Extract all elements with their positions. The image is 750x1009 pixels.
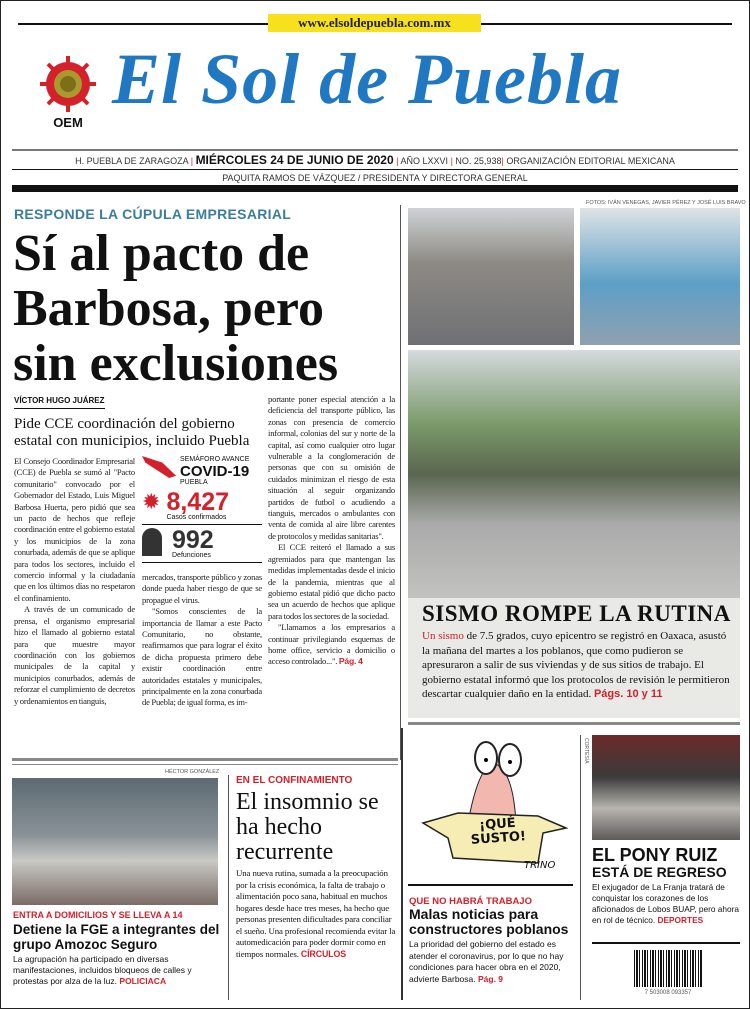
mexico-map-icon — [142, 456, 176, 478]
tombstone-icon — [142, 528, 162, 556]
column-divider — [580, 735, 581, 1000]
photo-credit: CORTESÍA — [583, 738, 589, 764]
website-url[interactable]: www.elsoldepuebla.com.mx — [268, 14, 481, 32]
thick-rule — [12, 185, 738, 192]
policia-headline[interactable]: Detiene la FGE a integrantes del grupo Amozoc Seguro — [13, 922, 220, 952]
cartoon-drawing — [418, 728, 568, 876]
rule — [408, 722, 740, 725]
lead-col2 — [142, 572, 262, 709]
sismo-headline[interactable]: SISMO ROMPE LA RUTINA — [422, 601, 731, 626]
lead-byline: VÍCTOR HUGO JUÁREZ — [14, 396, 105, 409]
cases-label: Casos confirmados — [166, 514, 227, 521]
lead-col1 — [14, 456, 135, 707]
column-divider — [401, 728, 403, 1000]
photo-credit: FOTOS: IVÁN VENEGAS, JAVIER PÉREZ Y JOSÉ LUIS BRAVO — [586, 200, 746, 206]
cartoon-caption: ¡QUÉ SUSTO! — [470, 815, 527, 848]
soccer-player-photo[interactable] — [592, 735, 740, 840]
insomnio-kicker: EN EL CONFINAMIENTO — [236, 775, 353, 786]
paragraph: mercados, transporte público y zonas donde pueda haber riesgo de que se propague el virus. — [142, 572, 262, 605]
section-ref[interactable]: DEPORTES — [657, 915, 704, 925]
rule — [592, 942, 740, 944]
policia-story — [13, 910, 225, 987]
page-ref[interactable]: Pág. 4 — [338, 656, 363, 667]
paragraph: El CCE reiteró el llamado a sus agremiados para que mantengan las medidas implementadas desde el inicio de la pandemia, mientras que al gobierno estatal pidió que dicho pacto sea un acuerdo de hechos que aplique para todos los sectores de la sociedad. — [268, 542, 395, 621]
edition-info: H. PUEBLA DE ZARAGOZA | MIÉRCOLES 24 DE JUNIO DE 2020 | AÑO LXXVI | NO. 25,938| ORGANIZACIÓN EDITORIAL MEXICANA — [75, 153, 675, 167]
construccion-headline[interactable]: Malas noticias para constructores poblanos — [409, 906, 569, 937]
deportes-story — [592, 846, 742, 926]
rule — [408, 884, 573, 886]
cartoon-signature: TRINO — [524, 860, 556, 871]
edition-number: NO. 25,938 — [455, 156, 502, 166]
page-ref[interactable]: Págs. 10 y 11 — [593, 688, 663, 700]
covid-cases: 8,427 — [166, 488, 229, 516]
lead-kicker: RESPONDE LA CÚPULA EMPRESARIAL — [14, 206, 292, 222]
edition-date: MIÉRCOLES 24 DE JUNIO DE 2020 — [195, 153, 394, 167]
protest-photo[interactable] — [12, 778, 218, 905]
paragraph: A través de un comunicado de prensa, el organismo empresarial hizo el llamado al gobierno estatal para que muestre mayor coordinación con los gobiernos municipales de la capital y municipios conurbados, además de reforzar el cumplimiento de decretos y ordenamientos en tianguis, — [14, 604, 135, 706]
policia-text: La agrupación ha participado en diversas manifestaciones, incluidos bloqueos de calles y protestas por alza de la luz. — [13, 954, 192, 986]
rule — [12, 758, 398, 761]
cartoon[interactable] — [418, 728, 568, 876]
paragraph: El Consejo Coordinador Empresarial (CCE) de Puebla se sumó al "Pacto comunitario" convocado por el Gobernador del Estado, Luis Miguel Barbosa Huerta, pero pidió que sea un pacto de hechos que refleje coordinación entre el gobierno estatal y los municipios de la zona conurbada, además de que se aplique para todos los sectores, incluido el comercio informal y la ciudadanía que en los últimos días no respetaron el confinamiento. — [14, 456, 135, 603]
covid-label2: COVID-19 — [180, 463, 250, 480]
director-line: PAQUITA RAMOS DE VÁZQUEZ / PRESIDENTA Y DIRECTORA GENERAL — [222, 173, 528, 183]
rule — [12, 149, 738, 151]
barcode-number: 7 503008 093357 — [644, 990, 692, 996]
paragraph: "Somos conscientes de la importancia de llamar a este Pacto Comunitario, no obstante, reafirmamos que para lograr el éxito de dicha propuesta primero debe existir coordinación entre autoridades estatales y municipales, principalmente en la zona conurbada de Puebla; de igual forma, es im- — [142, 606, 262, 708]
paragraph: portante poner especial atención a la deficiencia del transporte público, las zonas con presencia de comercio informal, colonias del sur y norte de la capital, así como cualquier otro lugar vulnerable a la conglomeración de personas que con su omisión de cuidados minimizan el riesgo de esta situación al seguir organizando partidos de futbol o acudiendo a tianguis, mercados o ambulantes con venta de comida al aire libre carentes de protocolos y medidas sanitarias". — [268, 394, 395, 541]
construccion-story — [409, 896, 577, 985]
street-photo[interactable] — [408, 208, 574, 345]
lead-headline[interactable]: Sí al pacto de Barbosa, pero sin exclusiones — [13, 225, 339, 392]
policia-kicker: ENTRA A DOMICILIOS Y SE LLEVA A 14 — [13, 910, 183, 920]
section-ref[interactable]: CÍRCULOS — [300, 948, 347, 959]
earthquake-crowd-photo[interactable] — [408, 350, 740, 598]
sismo-lead: Un sismo — [422, 630, 464, 642]
oem-label: OEM — [53, 115, 83, 130]
medical-staff-photo[interactable] — [580, 208, 740, 345]
edition-year: AÑO LXXVI — [400, 156, 449, 166]
rule — [12, 169, 738, 170]
covid-box — [142, 456, 262, 563]
construccion-text: La prioridad del gobierno del estado es atender el coronavirus, por lo que no hay condiciones para hacer obra en el 2020, advierte Barbosa. — [409, 939, 564, 984]
virus-icon: ✹ — [142, 489, 161, 514]
column-divider — [400, 205, 401, 760]
covid-deaths: 992 — [172, 526, 214, 554]
photo-credit: HÉCTOR GONZÁLEZ — [165, 769, 220, 775]
covid-label3: PUEBLA — [180, 479, 208, 486]
section-ref[interactable]: POLICIACA — [119, 976, 167, 986]
newspaper-title[interactable]: El Sol de Puebla — [112, 39, 623, 119]
lead-col3 — [268, 394, 395, 668]
sismo-text — [408, 628, 740, 702]
covid-label1: SEMÁFORO AVANCE — [180, 456, 250, 463]
page-ref[interactable]: Pág. 9 — [478, 973, 504, 984]
insomnio-headline[interactable]: El insomnio se ha hecho recurrente — [236, 789, 379, 865]
insomnio-text: Una nueva rutina, sumada a la preocupación por la crisis económica, la falta de trabajo o alimentación poco sana, habitual en muchos hogares desde hace tres meses, ha hecho que personas presenten dificultades para conciliar el sueño. Una profesional recomienda evitar la automedicación para poder dormir como en tiempos normales. — [236, 868, 396, 959]
sismo-body: de 7.5 grados, cuyo epicentro se registró en Oaxaca, asustó la mañana del martes a los poblanos, que como pudieron se apresuraron a salir de sus viviendas y de sus sitios de trabajo. El gobierno estatal informó que los protocolos de revisión le permitieron descartar cualquier daño en la entidad. — [422, 630, 730, 700]
construccion-kicker: QUE NO HABRÁ TRABAJO — [409, 896, 532, 907]
city: H. PUEBLA DE ZARAGOZA — [75, 156, 189, 166]
sismo-box — [408, 598, 740, 718]
rule — [12, 764, 398, 765]
deportes-headline1[interactable]: EL PONY RUIZ — [592, 845, 718, 865]
paragraph — [268, 622, 395, 668]
lead-subhead: Pide CCE coordinación del gobierno estatal con municipios, incluido Puebla — [14, 416, 250, 449]
insomnio-story — [236, 775, 396, 960]
deportes-text: El exjugador de La Franja tratará de conquistar los corazones de los aficionados de Lobos BUAP, pero ahora en rol de técnico. — [592, 882, 739, 925]
deaths-label: Defunciones — [172, 552, 211, 559]
column-divider — [228, 775, 229, 1000]
organization: ORGANIZACIÓN EDITORIAL MEXICANA — [506, 156, 675, 166]
deportes-headline2[interactable]: ESTÁ DE REGRESO — [592, 864, 727, 880]
barcode — [634, 950, 702, 987]
quote: "Llamamos a los empresarios a continuar privilegiando esquemas de home office, servicio a domicilio o acceso controlado...". — [268, 622, 395, 667]
oem-logo — [40, 56, 96, 128]
